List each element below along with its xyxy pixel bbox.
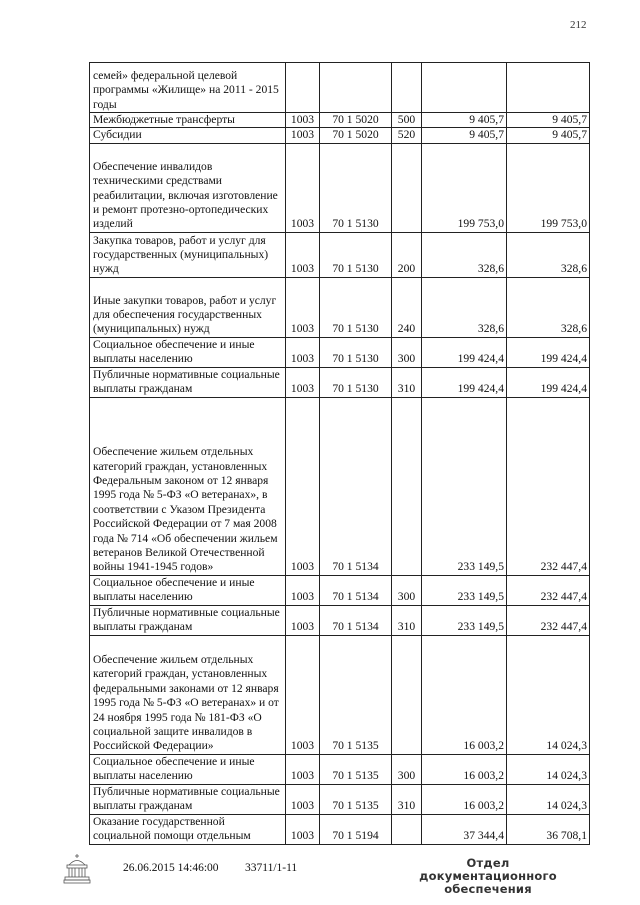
table-row [90, 814, 590, 844]
table-row [90, 113, 590, 128]
row-section: 1003 [286, 232, 320, 277]
row-name: Публичные нормативные социальные выплаты гражданам [90, 605, 286, 635]
row-section: 1003 [286, 754, 320, 784]
row-expense-type: 300 [392, 754, 422, 784]
row-name: Субсидии [90, 128, 286, 143]
row-name: Публичные нормативные социальные выплаты гражданам [90, 367, 286, 397]
row-name: Социальное обеспечение и иные выплаты населению [90, 754, 286, 784]
table-row [90, 143, 590, 232]
row-expense-type [392, 63, 422, 113]
row-value-1: 233 149,5 [422, 575, 507, 605]
row-article: 70 1 5134 [320, 605, 392, 635]
row-expense-type: 240 [392, 277, 422, 337]
row-value-1: 16 003,2 [422, 784, 507, 814]
row-value-1: 16 003,2 [422, 635, 507, 754]
row-section: 1003 [286, 814, 320, 844]
budget-table [89, 62, 590, 845]
row-expense-type: 500 [392, 113, 422, 128]
row-value-1: 9 405,7 [422, 128, 507, 143]
row-section: 1003 [286, 635, 320, 754]
row-value-1 [422, 63, 507, 113]
table-row [90, 754, 590, 784]
row-article: 70 1 5135 [320, 784, 392, 814]
row-name: Социальное обеспечение и иные выплаты населению [90, 575, 286, 605]
footer-doc-code: 33711/1-11 [245, 862, 298, 874]
row-value-2: 199 753,0 [507, 143, 590, 232]
table-row [90, 635, 590, 754]
row-section: 1003 [286, 367, 320, 397]
row-name: Обеспечение инвалидов техническими средствами реабилитации, включая изготовление и ремонт протезно-ортопедических изделий [90, 143, 286, 232]
row-section [286, 63, 320, 113]
table-row [90, 128, 590, 143]
row-value-2: 232 447,4 [507, 575, 590, 605]
page-footer [0, 851, 640, 901]
table-row [90, 367, 590, 397]
row-section: 1003 [286, 143, 320, 232]
row-value-1: 37 344,4 [422, 814, 507, 844]
row-value-2: 328,6 [507, 277, 590, 337]
row-name: Оказание государственной социальной помощи отдельным [90, 814, 286, 844]
row-section: 1003 [286, 575, 320, 605]
row-name: Иные закупки товаров, работ и услуг для обеспечения государственных (муниципальных) нужд [90, 277, 286, 337]
row-expense-type [392, 814, 422, 844]
table-row [90, 232, 590, 277]
footer-department-line-1: Отдел документационного [419, 856, 557, 883]
row-article: 70 1 5020 [320, 128, 392, 143]
row-section: 1003 [286, 277, 320, 337]
row-value-2: 328,6 [507, 232, 590, 277]
row-value-2: 9 405,7 [507, 113, 590, 128]
table-row [90, 337, 590, 367]
row-name: Публичные нормативные социальные выплаты гражданам [90, 784, 286, 814]
row-section: 1003 [286, 784, 320, 814]
row-expense-type: 520 [392, 128, 422, 143]
row-value-2 [507, 63, 590, 113]
row-name: Обеспечение жильем отдельных категорий граждан, установленных Федеральным законом от 12 января 1995 года № 5-ФЗ «О ветеранах», в соответствии с Указом Президента Российской Федерации от 7 мая 2008 года № 714 «Об обеспечении жильем ветеранов Великой Отечественной войны 1941-1945 годов» [90, 397, 286, 575]
footer-department-line-2: обеспечения [444, 882, 532, 896]
row-article: 70 1 5130 [320, 232, 392, 277]
row-name: Обеспечение жильем отдельных категорий граждан, установленных федеральными законами от 12 января 1995 года № 5-ФЗ «О ветеранах» и от 24 ноября 1995 года № 181-ФЗ «О социальной защите инвалидов в Российской Федерации» [90, 635, 286, 754]
row-value-1: 328,6 [422, 232, 507, 277]
row-value-1: 199 424,4 [422, 367, 507, 397]
table-row [90, 277, 590, 337]
row-value-2: 14 024,3 [507, 784, 590, 814]
row-expense-type [392, 143, 422, 232]
row-article [320, 63, 392, 113]
row-expense-type: 310 [392, 784, 422, 814]
table-row [90, 575, 590, 605]
row-article: 70 1 5135 [320, 754, 392, 784]
row-value-2: 199 424,4 [507, 367, 590, 397]
row-value-1: 233 149,5 [422, 605, 507, 635]
table-row [90, 605, 590, 635]
row-value-1: 233 149,5 [422, 397, 507, 575]
row-value-1: 9 405,7 [422, 113, 507, 128]
page-number: 212 [570, 19, 587, 31]
duma-building-emblem-icon [62, 853, 92, 885]
row-article: 70 1 5020 [320, 113, 392, 128]
row-expense-type [392, 635, 422, 754]
row-section: 1003 [286, 113, 320, 128]
row-expense-type [392, 397, 422, 575]
row-expense-type: 200 [392, 232, 422, 277]
row-article: 70 1 5130 [320, 367, 392, 397]
row-value-1: 199 424,4 [422, 337, 507, 367]
table-row [90, 784, 590, 814]
row-value-2: 9 405,7 [507, 128, 590, 143]
row-value-2: 232 447,4 [507, 605, 590, 635]
row-value-1: 16 003,2 [422, 754, 507, 784]
row-expense-type: 310 [392, 367, 422, 397]
row-value-2: 14 024,3 [507, 635, 590, 754]
row-name: Закупка товаров, работ и услуг для государственных (муниципальных) нужд [90, 232, 286, 277]
row-value-2: 36 708,1 [507, 814, 590, 844]
row-section: 1003 [286, 397, 320, 575]
budget-table-body [90, 63, 590, 845]
row-value-2: 14 024,3 [507, 754, 590, 784]
row-value-2: 199 424,4 [507, 337, 590, 367]
row-section: 1003 [286, 128, 320, 143]
row-value-1: 328,6 [422, 277, 507, 337]
row-article: 70 1 5130 [320, 277, 392, 337]
row-article: 70 1 5134 [320, 397, 392, 575]
row-value-1: 199 753,0 [422, 143, 507, 232]
row-article: 70 1 5135 [320, 635, 392, 754]
row-article: 70 1 5134 [320, 575, 392, 605]
row-name: Социальное обеспечение и иные выплаты населению [90, 337, 286, 367]
row-article: 70 1 5194 [320, 814, 392, 844]
row-section: 1003 [286, 337, 320, 367]
table-row [90, 63, 590, 113]
footer-department [418, 857, 558, 896]
row-name: семей» федеральной целевой программы «Жилище» на 2011 - 2015 годы [90, 63, 286, 113]
row-expense-type: 310 [392, 605, 422, 635]
row-section: 1003 [286, 605, 320, 635]
row-name: Межбюджетные трансферты [90, 113, 286, 128]
row-value-2: 232 447,4 [507, 397, 590, 575]
footer-datetime: 26.06.2015 14:46:00 [123, 862, 219, 874]
table-row [90, 397, 590, 575]
row-article: 70 1 5130 [320, 337, 392, 367]
row-expense-type: 300 [392, 337, 422, 367]
row-expense-type: 300 [392, 575, 422, 605]
row-article: 70 1 5130 [320, 143, 392, 232]
